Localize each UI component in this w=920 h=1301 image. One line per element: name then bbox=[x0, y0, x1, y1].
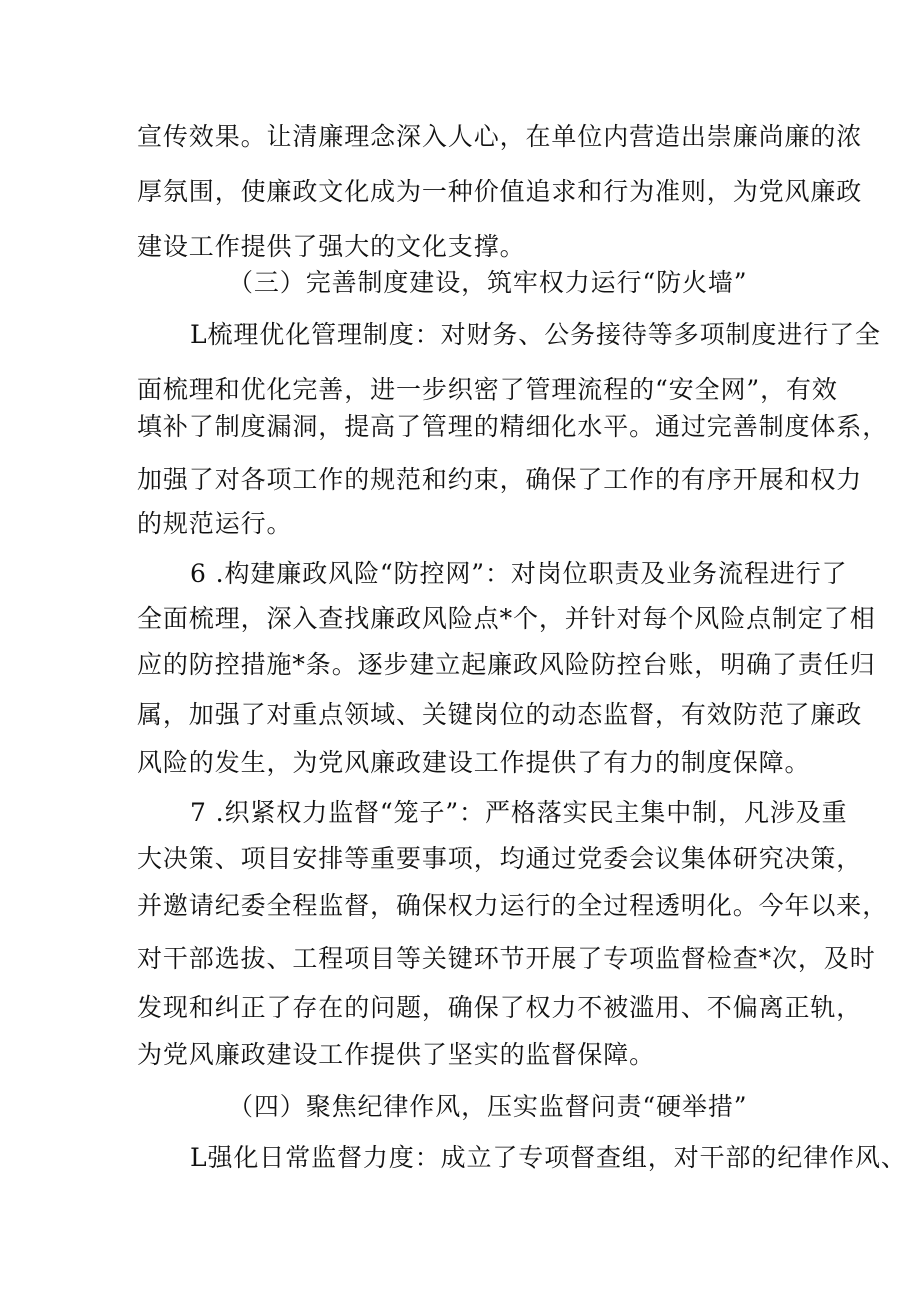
text-line: 加强了对各项工作的规范和约束，确保了工作的有序开展和权力 bbox=[137, 465, 863, 494]
text-line: 为党风廉政建设工作提供了坚实的监督保障。 bbox=[137, 1040, 656, 1069]
text-line: 全面梳理，深入查找廉政风险点*个，并针对每个风险点制定了相 bbox=[137, 604, 876, 633]
text-line: 发现和纠正了存在的问题，确保了权力不被滥用、不偏离正轨， bbox=[137, 993, 863, 1022]
section-heading-3: （三）完善制度建设，筑牢权力运行“防火墙” bbox=[228, 268, 748, 297]
text-line: 应的防控措施*条。逐步建立起廉政风险防控台账，明确了责任归 bbox=[137, 650, 876, 679]
section-heading-4: （四）聚焦纪律作风，压实监督问责“硬举措” bbox=[228, 1092, 748, 1121]
text-line: 6 .构建廉政风险“防控网”：对岗位职责及业务流程进行了 bbox=[190, 559, 848, 588]
text-line: 属，加强了对重点领域、关键岗位的动态监督，有效防范了廉政 bbox=[137, 700, 863, 729]
text-line: 建设工作提供了强大的文化支撑。 bbox=[137, 232, 526, 261]
text-line: L梳理优化管理制度：对财务、公务接待等多项制度进行了全 bbox=[190, 320, 881, 349]
text-line: 面梳理和优化完善，进一步织密了管理流程的“安全网”，有效 bbox=[137, 375, 838, 404]
paragraph-item-1b: L强化日常监督力度：成立了专项督查组，对干部的纪律作风、 bbox=[190, 1143, 907, 1172]
text-line: 7 .织紧权力监督“笼子”：严格落实民主集中制，凡涉及重 bbox=[190, 798, 848, 827]
text-line: 的规范运行。 bbox=[137, 509, 293, 538]
text-line: 风险的发生，为党风廉政建设工作提供了有力的制度保障。 bbox=[137, 748, 811, 777]
text-line: 厚氛围，使廉政文化成为一种价值追求和行为准则，为党风廉政 bbox=[137, 177, 863, 206]
text-line: 对干部选拔、工程项目等关键环节开展了专项监督检查*次，及时 bbox=[137, 944, 876, 973]
text-line: 宣传效果。让清廉理念深入人心，在单位内营造出崇廉尚廉的浓 bbox=[137, 122, 863, 151]
text-line: 并邀请纪委全程监督，确保权力运行的全过程透明化。今年以来， bbox=[137, 891, 889, 920]
text-line: 填补了制度漏洞，提高了管理的精细化水平。通过完善制度体系， bbox=[137, 412, 889, 441]
text-line: 大决策、项目安排等重要事项，均通过党委会议集体研究决策， bbox=[137, 844, 863, 873]
